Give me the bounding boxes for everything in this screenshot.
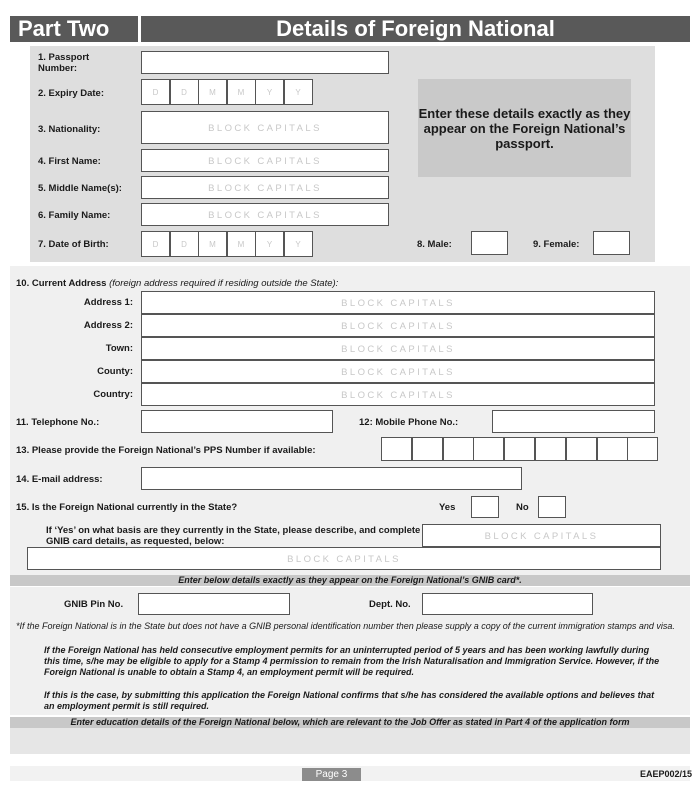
address-label: Country: (93, 389, 133, 400)
address-field[interactable] (141, 314, 655, 337)
family-name-label: 6. Family Name: (38, 210, 111, 221)
nationality-placeholder: BLOCK CAPITALS (208, 123, 322, 134)
basis-question: If ‘Yes’ on what basis are they currently in the State, please describe, and complete GNIB card details, as requested, below: (46, 525, 421, 547)
expiry-date-cell[interactable]: M (227, 79, 256, 105)
telephone-label: 11. Telephone No.: (16, 417, 100, 428)
dept-no-field[interactable] (422, 593, 593, 615)
middle-name-placeholder: BLOCK CAPITALS (208, 183, 322, 194)
dob-cell[interactable]: Y (255, 231, 284, 257)
education-panel (10, 728, 690, 754)
dob-label: 7. Date of Birth: (38, 239, 109, 250)
address-placeholder: BLOCK CAPITALS (341, 298, 455, 309)
pps-digit-box[interactable] (627, 437, 658, 461)
mobile-label: 12: Mobile Phone No.: (359, 417, 459, 428)
pps-digit-box[interactable] (412, 437, 443, 461)
pps-digit-box[interactable] (504, 437, 535, 461)
current-address-heading (16, 278, 338, 289)
address-placeholder: BLOCK CAPITALS (341, 367, 455, 378)
family-name-field[interactable] (141, 203, 389, 226)
expiry-date-label: 2. Expiry Date: (38, 88, 104, 99)
passport-number-field[interactable] (141, 51, 389, 74)
expiry-date-cell[interactable]: D (141, 79, 170, 105)
gnib-footnote: *If the Foreign National is in the State but does not have a GNIB personal identification number then please supply a copy of the current immigration stamps and visa. (16, 621, 675, 631)
passport-number-label: 1. Passport Number: (38, 52, 90, 74)
page-number: Page 3 (302, 768, 361, 781)
email-field[interactable] (141, 467, 522, 490)
basis-field-top[interactable] (422, 524, 661, 547)
passport-note (418, 79, 631, 177)
address-placeholder: BLOCK CAPITALS (341, 344, 455, 355)
basis-field[interactable] (27, 547, 661, 570)
first-name-field[interactable] (141, 149, 389, 172)
in-state-question: 15. Is the Foreign National currently in the State? (16, 502, 238, 513)
dob-cell[interactable]: M (227, 231, 256, 257)
dob-cell[interactable]: Y (284, 231, 313, 257)
dob-cell[interactable]: D (141, 231, 170, 257)
address-field[interactable] (141, 337, 655, 360)
gnib-pin-label: GNIB Pin No. (64, 599, 124, 610)
pps-digit-box[interactable] (381, 437, 412, 461)
male-label: 8. Male: (417, 239, 452, 250)
address-placeholder: BLOCK CAPITALS (341, 321, 455, 332)
form-code: EAEP002/15 (639, 769, 692, 779)
first-name-placeholder: BLOCK CAPITALS (208, 156, 322, 167)
pps-digit-box[interactable] (597, 437, 628, 461)
address-field[interactable] (141, 383, 655, 406)
education-band: Enter education details of the Foreign National below, which are relevant to the Job Offer as stated in Part 4 of the application form (10, 717, 690, 728)
male-checkbox[interactable] (471, 231, 508, 255)
female-label: 9. Female: (533, 239, 580, 250)
expiry-date-cell[interactable]: M (198, 79, 227, 105)
yes-checkbox[interactable] (471, 496, 499, 518)
nationality-field[interactable] (141, 111, 389, 144)
basis-placeholder-top: BLOCK CAPITALS (484, 531, 599, 542)
middle-name-field[interactable] (141, 176, 389, 199)
expiry-date-cell[interactable]: Y (284, 79, 313, 105)
pps-label: 13. Please provide the Foreign National’s PPS Number if available: (16, 445, 316, 456)
current-address-heading-note: (foreign address required if residing outside the State): (109, 278, 339, 289)
address-placeholder: BLOCK CAPITALS (341, 390, 455, 401)
family-name-placeholder: BLOCK CAPITALS (208, 210, 322, 221)
basis-placeholder: BLOCK CAPITALS (287, 554, 401, 565)
dob-cell[interactable]: D (170, 231, 199, 257)
current-address-heading-text: 10. Current Address (16, 278, 107, 289)
no-label: No (516, 502, 529, 513)
address-field[interactable] (141, 291, 655, 314)
passport-note-text: Enter these details exactly as they appear on the Foreign National’s passport. (418, 105, 631, 151)
telephone-field[interactable] (141, 410, 333, 433)
expiry-date-cell[interactable]: D (170, 79, 199, 105)
address-label: Address 1: (83, 297, 133, 308)
part-label: Part Two (10, 16, 138, 42)
yes-label: Yes (439, 502, 456, 513)
email-label: 14. E-mail address: (16, 474, 103, 485)
nationality-label: 3. Nationality: (38, 124, 101, 135)
dept-no-label: Dept. No. (369, 599, 411, 610)
address-field[interactable] (141, 360, 655, 383)
gnib-band: Enter below details exactly as they appear on the Foreign National’s GNIB card*. (10, 575, 690, 586)
pps-digit-box[interactable] (535, 437, 566, 461)
dob-cell[interactable]: M (198, 231, 227, 257)
address-label: Town: (105, 343, 133, 354)
address-label: County: (97, 366, 133, 377)
page-title: Details of Foreign National (141, 16, 690, 42)
pps-digit-box[interactable] (566, 437, 597, 461)
pps-digit-box[interactable] (473, 437, 504, 461)
no-checkbox[interactable] (538, 496, 566, 518)
pps-digit-box[interactable] (443, 437, 474, 461)
expiry-date-cell[interactable]: Y (255, 79, 284, 105)
address-label: Address 2: (83, 320, 133, 331)
first-name-label: 4. First Name: (38, 156, 101, 167)
female-checkbox[interactable] (593, 231, 630, 255)
middle-name-label: 5. Middle Name(s): (38, 183, 122, 194)
stamp4-paragraph-1: If the Foreign National has held consecutive employment permits for an uninterrupted period of 5 years and has been working lawfully during this time, s/he may be eligible to apply for a Stamp 4 permission to remain from the Irish Naturalisation and Immigration Service. However, if the Foreign National is unable to obtain a Stamp 4, an employment permit will be required. (44, 645, 660, 677)
mobile-field[interactable] (492, 410, 655, 433)
gnib-pin-field[interactable] (138, 593, 290, 615)
stamp4-paragraph-2: If this is the case, by submitting this application the Foreign National confirms that s/he has considered the available options and believes that an employment permit is still required. (44, 690, 655, 711)
